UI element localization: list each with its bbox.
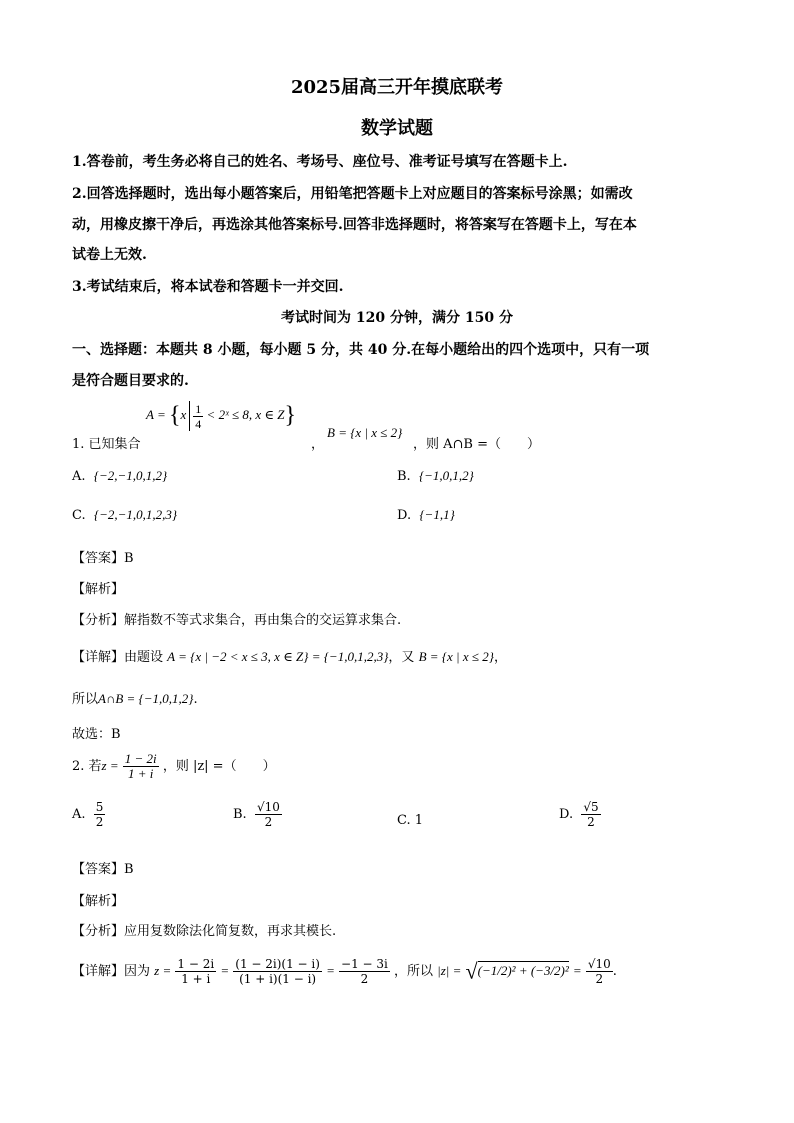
q1-answer: 【答案】B [72,551,134,566]
q2-xiangjie: 【详解】因为 z = $\frac{1 - 2i}{1 + i}$ = $\frac{(1 - 2i)(1 - i)}{(1 + i)(1 - i)}$ = $\frac{-1 - 3i}{2}$ ，所以 |z| = √(−1/2)² + (−3/2)² = $\frac{√10}{2}$ . [72,957,617,986]
q2-analysis-tag: 【解析】 [72,894,125,909]
q1-guxuan: 故选：B [72,727,121,742]
q1-fenxi: 【分析】解指数不等式求集合，再由集合的交运算求集合. [72,613,402,628]
q2-option-d: D. $\frac{√5}{2}$ [559,800,599,829]
section-heading-line-2: 是符合题目要求的. [72,373,189,389]
instruction-line-5: 3.考试结束后，将本试卷和答题卡一并交回. [72,279,344,295]
q1-option-b: B. {−1,0,1,2} [397,468,474,484]
q1-comma: ， [311,437,325,452]
q2-option-a: A. $\frac{5}{2}$ [72,800,104,829]
q2-answer: 【答案】B [72,862,134,877]
q1-xiangjie: 【详解】由题设 A = {x | −2 < x ≤ 3, x ∈ Z} = {−1,0,1,2,3}，又 B = {x | x ≤ 2}， [72,649,507,665]
q2-option-b: B. $\frac{√10}{2}$ [233,800,280,829]
instruction-line-3: 动，用橡皮擦干净后，再选涂其他答案标号.回答非选择题时，将答案写在答题卡上，写在本 [72,217,637,233]
q2-fenxi: 【分析】应用复数除法化简复数，再求其模长. [72,924,337,939]
instruction-line-4: 试卷上无效. [72,247,147,263]
q1-prefix: 1. 已知集合 [72,437,141,452]
instruction-line-2: 2.回答选择题时，选出每小题答案后，用铅笔把答题卡上对应题目的答案标号涂黑；如需改 [72,186,633,202]
page-subtitle: 数学试题 [361,118,433,139]
q1-set-b: B = {x | x ≤ 2} [327,425,403,440]
q1-option-a: A. {−2,−1,0,1,2} [72,468,168,484]
q2-stem: 2. 若z = $\frac{1 - 2i}{1 + i}$ ，则 |z| =（ ） [72,751,276,781]
q1-option-d: D. {−1,1} [397,507,455,523]
page-title: 2025届高三开年摸底联考 [290,77,504,98]
q1-option-c: C. {−2,−1,0,1,2,3} [72,507,178,523]
section-heading-line-1: 一、选择题：本题共 8 小题，每小题 5 分，共 40 分.在每小题给出的四个选项中，只有一项 [72,342,650,358]
q1-analysis-tag: 【解析】 [72,582,125,597]
q1-ask: ，则 A∩B =（ ） [413,437,540,452]
q1-suoyi: 所以A∩B = {−1,0,1,2}. [72,691,198,707]
q2-option-c: C. 1 [397,813,424,828]
q1-set-a: A = {x $\frac{1}{4}$ < 2ˣ ≤ 8, x ∈ Z} [146,401,297,431]
instruction-line-1: 1.答卷前，考生务必将自己的姓名、考场号、座位号、准考证号填写在答题卡上. [72,154,568,170]
exam-time: 考试时间为 120 分钟，满分 150 分 [281,310,513,326]
